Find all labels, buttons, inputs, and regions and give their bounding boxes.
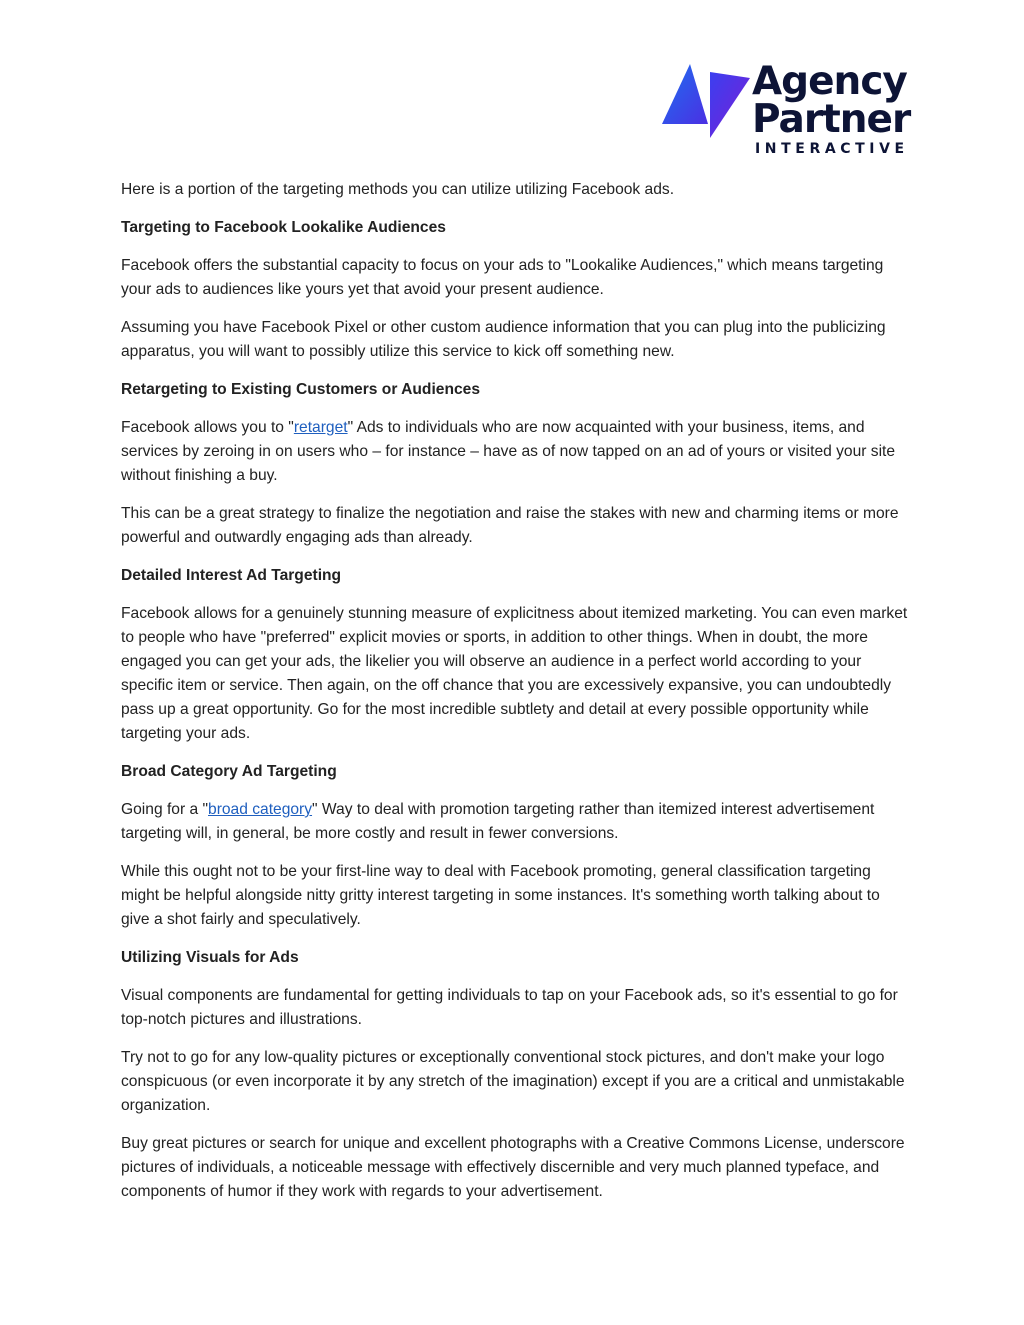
logo-text-agency: Agency: [752, 59, 907, 104]
paragraph-detailed-interest-1: Facebook allows for a genuinely stunning measure of explicitness about itemized marketing. You can even market to people who have "preferred" explicit movies or sports, in addition to other things. When in doubt, the more engaged you can get your ads, the likelier you will observe an audience in a perfect world according to your specific item or service. Then again, on the off chance that you are excessively expansive, you can undoubtedly pass up a great opportunity. Go for the most incredible subtlety and detail at every possible opportunity while targeting your ads.: [121, 605, 908, 742]
paragraph-retargeting-2: This can be a great strategy to finalize the negotiation and raise the stakes with new and charming items or more powerful and outwardly engaging ads than already.: [121, 505, 899, 546]
paragraph-broad-category-1: [121, 798, 911, 846]
section-heading-lookalike: Targeting to Facebook Lookalike Audiences: [121, 219, 446, 236]
intro-paragraph: Here is a portion of the targeting methods you can utilize utilizing Facebook ads.: [121, 181, 675, 198]
agency-partner-triangle-logo-icon: [660, 62, 752, 140]
paragraph-retargeting-1: [121, 416, 911, 488]
section-heading-detailed-interest: Detailed Interest Ad Targeting: [121, 567, 342, 584]
logo-text-partner: Partner: [752, 97, 911, 142]
paragraph-visuals-3: Buy great pictures or search for unique and excellent photographs with a Creative Commons License, underscore pictures of individuals, a noticeable message with effectively discernible and very much planned typeface, and components of humor if they work with regards to your advertisement.: [121, 1135, 905, 1200]
broad-category-link[interactable]: broad category: [208, 801, 313, 818]
section-heading-visuals: Utilizing Visuals for Ads: [121, 949, 299, 966]
paragraph-broad-category-2: While this ought not to be your first-line way to deal with Facebook promoting, general classification targeting might be helpful alongside nitty gritty interest targeting in some instances. It's something worth talking about to give a shot fairly and speculatively.: [121, 863, 880, 928]
paragraph-lookalike-1: Facebook offers the substantial capacity to focus on your ads to "Lookalike Audiences," which means targeting your ads to audiences like yours yet that avoid your present audience.: [121, 257, 884, 298]
agency-partner-logo: [660, 59, 911, 158]
paragraph-visuals-2: Try not to go for any low-quality pictures or exceptionally conventional stock pictures, and don't make your logo conspicuous (or even incorporate it by any stretch of the imagination) except if you are a critical and unmistakable organization.: [121, 1049, 905, 1114]
paragraph-visuals-1: Visual components are fundamental for getting individuals to tap on your Facebook ads, so it's essential to go for top-notch pictures and illustrations.: [121, 987, 898, 1028]
section-heading-broad-category: Broad Category Ad Targeting: [121, 763, 337, 780]
text-segment: Facebook allows you to ": [121, 419, 294, 436]
document-body: [121, 178, 911, 1218]
section-heading-retargeting: Retargeting to Existing Customers or Audiences: [121, 381, 481, 398]
text-segment: " Ads to individuals who are now acquainted with your business, items, and services by zeroing in on users who – for instance – have as of now tapped on an ad of yours or visited your site without finishing a buy.: [121, 419, 896, 484]
paragraph-lookalike-2: Assuming you have Facebook Pixel or other custom audience information that you can plug into the publicizing apparatus, you will want to possibly utilize this service to kick off something new.: [121, 319, 886, 360]
text-segment: Going for a ": [121, 801, 209, 818]
retarget-link[interactable]: retarget: [293, 419, 348, 436]
text-segment: " Way to deal with promotion targeting rather than itemized interest advertisement targeting will, in general, be more costly and result in fewer conversions.: [121, 801, 875, 842]
logo-text-interactive: INTERACTIVE: [755, 141, 909, 157]
